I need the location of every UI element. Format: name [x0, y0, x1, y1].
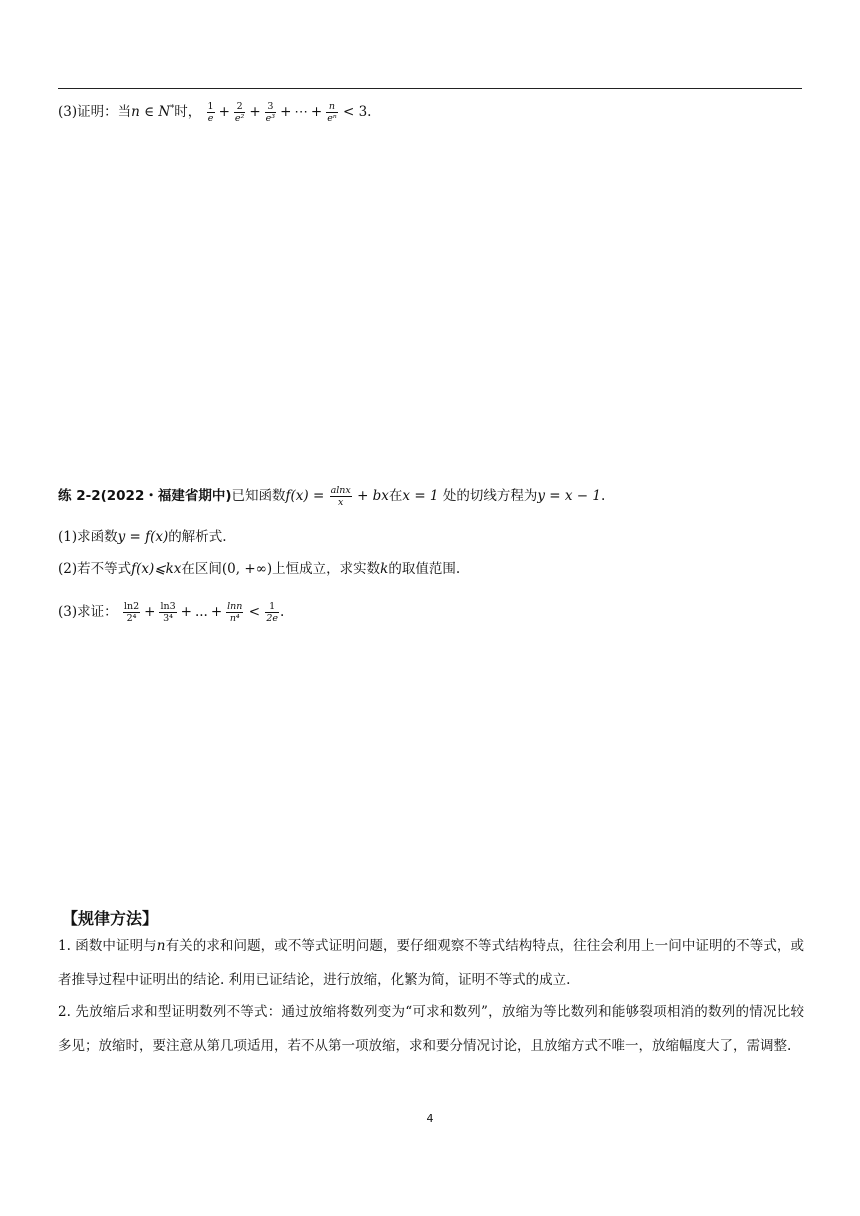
var-n-method: n	[156, 938, 166, 954]
q2-interval: (0, +∞)	[221, 561, 273, 577]
q3-dots: ...	[194, 604, 208, 620]
var-k: k	[380, 561, 389, 577]
in-symbol: ∈	[144, 104, 155, 120]
exercise-text3: 处的切线方程为	[438, 488, 538, 504]
exercise-text1: 已知函数	[231, 488, 286, 504]
equals: =	[312, 488, 325, 504]
frac-term-3: $\frac{3}{\text{e³}}$	[265, 101, 276, 124]
lt: <	[248, 604, 261, 620]
part3-tail: < 3.	[342, 104, 372, 120]
fx: f(x)	[285, 488, 309, 504]
var-n: n	[131, 104, 140, 120]
exercise-line	[58, 485, 605, 508]
q2-expr: f(x)⩽kx	[131, 561, 182, 577]
frac-term-last: $\frac{n}{\text{eⁿ}}$	[327, 101, 337, 124]
method-paragraph-1: 1. 函数中证明与n有关的求和问题，或不等式证明问题，要仔细观察不等式结构特点，往往会利用上一问中证明的不等式，或者推导过程中证明出的结论. 利用已证结论，进行放缩，化繁为简，证明不等式的成立.	[58, 938, 805, 988]
exercise-end: .	[600, 488, 606, 504]
frac-term-1: $\frac{1}{e}$	[207, 101, 214, 124]
tangent-eq: y = x − 1	[537, 488, 601, 504]
method-heading: 【规律方法】	[62, 909, 159, 928]
q1-expr: y = f(x)	[117, 529, 169, 545]
top-rule	[58, 88, 802, 89]
frac-lnn: $\frac{\ln n}{\text{n⁴}}$	[227, 601, 243, 624]
part3-prefix: (3)证明：当	[58, 104, 132, 120]
q2-line: (2)若不等式f(x)⩽kx在区间(0, +∞)上恒成立，求实数k的取值范围.	[58, 561, 461, 577]
q1-line: (1)求函数y = f(x)的解析式.	[58, 529, 227, 545]
exercise-label: 练 2-2(2022・福建省期中)	[58, 488, 232, 504]
frac-term-2: $\frac{2}{\text{e²}}$	[234, 101, 245, 124]
part3-line: (3)证明：当n ∈ N*时， $\frac{1}{e}$ + $\frac{2}{\text{e²}}$ + $\frac{3}{\text{e³}}$ + ⋯ + $\frac{n}{\text{eⁿ}}$ < 3.	[58, 101, 372, 124]
frac-1-2e: $\frac{1}{2e}$	[266, 601, 278, 624]
exercise-text2: 在	[388, 488, 403, 504]
dots: ⋯	[294, 104, 308, 120]
method-paragraph-2: 2. 先放缩后求和型证明数列不等式：通过放缩将数列变为“可求和数列”，放缩为等比数列和能够裂项相消的数列的情况比较多见；放缩时，要注意从第几项适用，若不从第一项放缩，求和要分情况讨论，且放缩方式不唯一，放缩幅度大了，需调整.	[58, 1004, 804, 1054]
page-number: 4	[426, 1112, 434, 1125]
set-N: N	[158, 104, 171, 120]
part3-shi: 时，	[174, 104, 202, 120]
q3-line: (3)求证： $\frac{\ln 2}{\text{2⁴}}$ + $\frac{\ln 3}{\text{3⁴}}$ + ... + $\frac{\ln n}{\text{n⁴}}$ < $\frac{1}{2e}$ .	[58, 601, 285, 624]
frac-ln3: $\frac{\ln 3}{\text{3⁴}}$	[160, 601, 176, 624]
x-eq-1: x = 1	[402, 488, 439, 504]
frac-alnx-x: $\frac{alnx}{x}$	[330, 485, 351, 508]
star-sup: *	[170, 103, 175, 113]
frac-ln2: $\frac{\ln 2}{\text{2⁴}}$	[123, 601, 140, 624]
plus-bx: + bx	[357, 488, 389, 504]
